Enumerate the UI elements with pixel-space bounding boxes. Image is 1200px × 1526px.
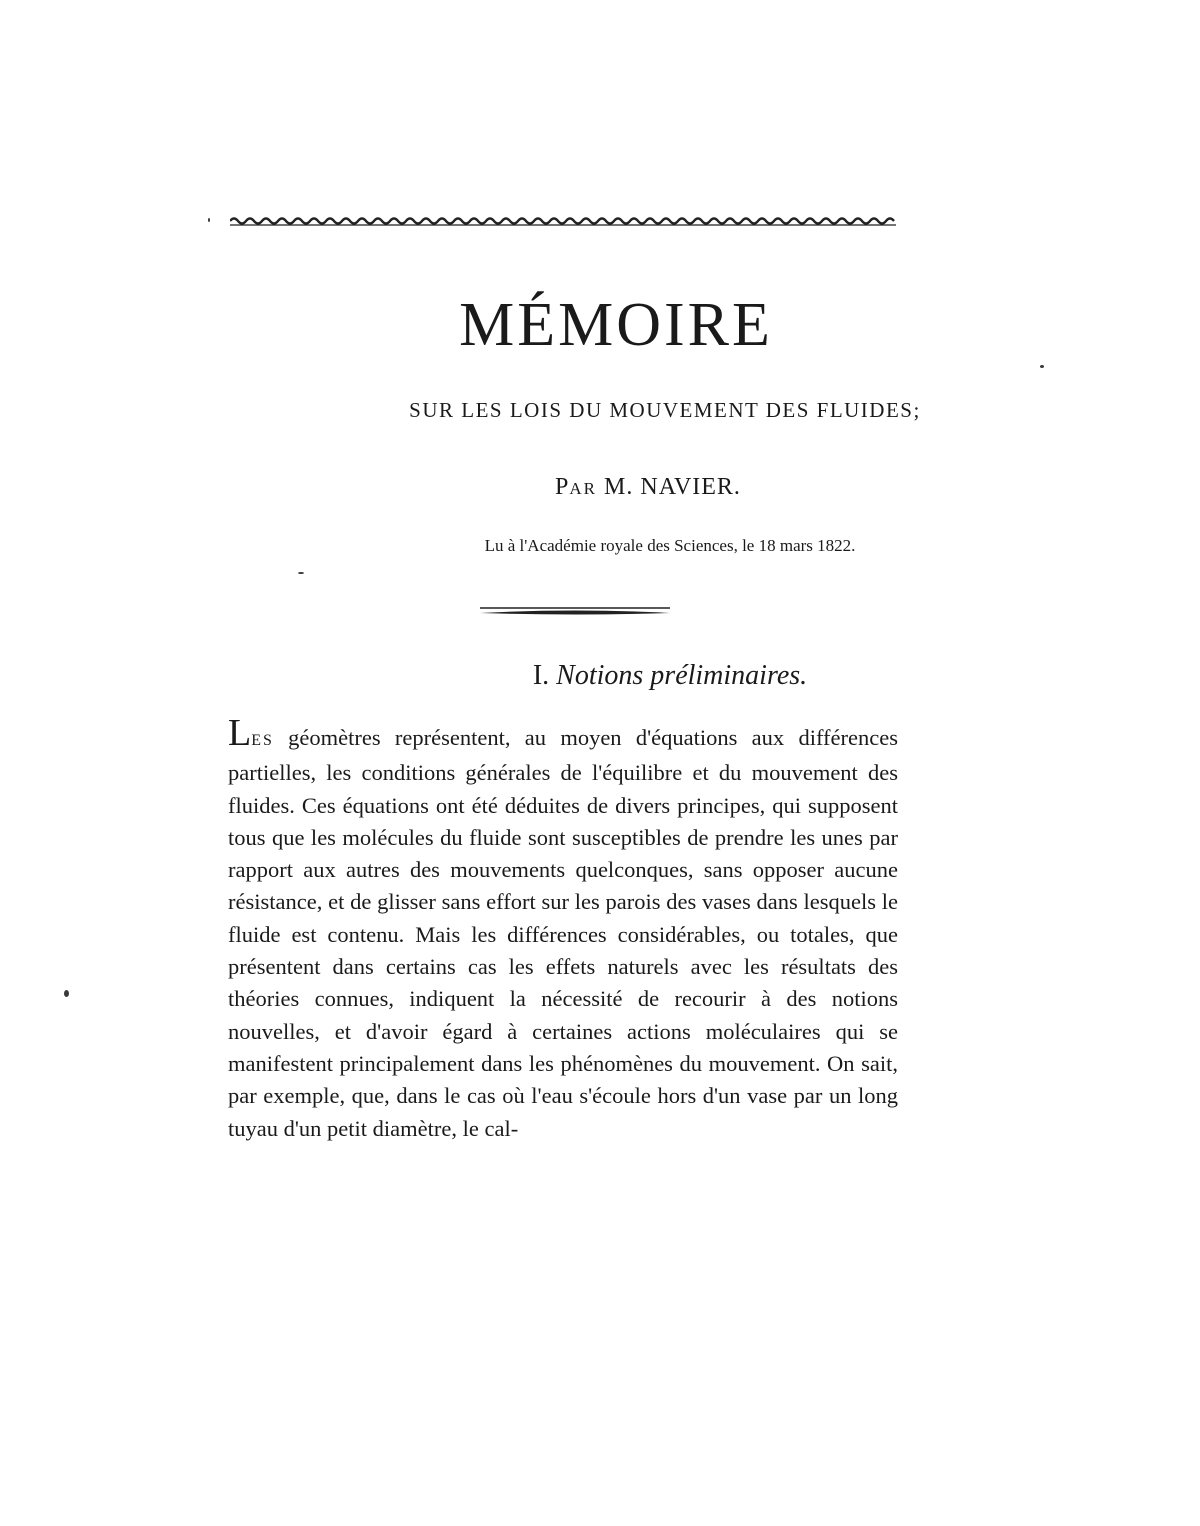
section-title: Notions préliminaires. <box>556 660 808 691</box>
ink-speck <box>298 572 304 574</box>
top-ornamental-rule <box>230 214 896 228</box>
drop-capital: L <box>228 712 252 754</box>
memoir-title: MÉMOIRE <box>459 291 773 359</box>
author-prefix-rest: AR <box>569 479 598 498</box>
ink-speck <box>1040 365 1044 368</box>
section-number: I. <box>532 660 550 691</box>
section-heading <box>0 660 1200 692</box>
section-divider-rule <box>480 604 670 618</box>
first-word-smallcaps: ES <box>251 732 274 749</box>
reading-note: Lu à l'Académie royale des Sciences, le 18 mars 1822. <box>484 536 856 555</box>
memoir-subtitle: SUR LES LOIS DU MOUVEMENT DES FLUIDES; <box>409 398 921 422</box>
author-line <box>0 474 1200 501</box>
author-prefix-initial: P <box>555 474 570 500</box>
ink-speck <box>208 218 210 222</box>
body-text-content: géomètres représentent, au moyen d'équations aux différences partielles, les conditions générales de l'équilibre et du mouvement des fluides. Ces équations ont été déduites de divers principes, qui supposent tous que les molécules du fluide sont susceptibles de prendre les unes par rapport aux autres des mouvements quelconques, sans opposer aucune résistance, et de glisser sans effort sur les parois des vases dans lesquels le fluide est contenu. Mais les différences considérables, ou totales, que présentent dans certains cas les effets naturels avec les résultats des théories connues, indiquent la nécessité de recourir à des notions nouvelles, et d'avoir égard à certaines actions moléculaires qui se manifestent principalement dans les phénomènes du mouvement. On sait, par exemple, que, dans le cas où l'eau s'écoule hors d'un vase par un long tuyau d'un petit diamètre, le cal- <box>228 725 898 1141</box>
ink-speck <box>64 990 69 997</box>
author-name: M. NAVIER. <box>604 474 741 500</box>
body-paragraph <box>228 712 898 1145</box>
